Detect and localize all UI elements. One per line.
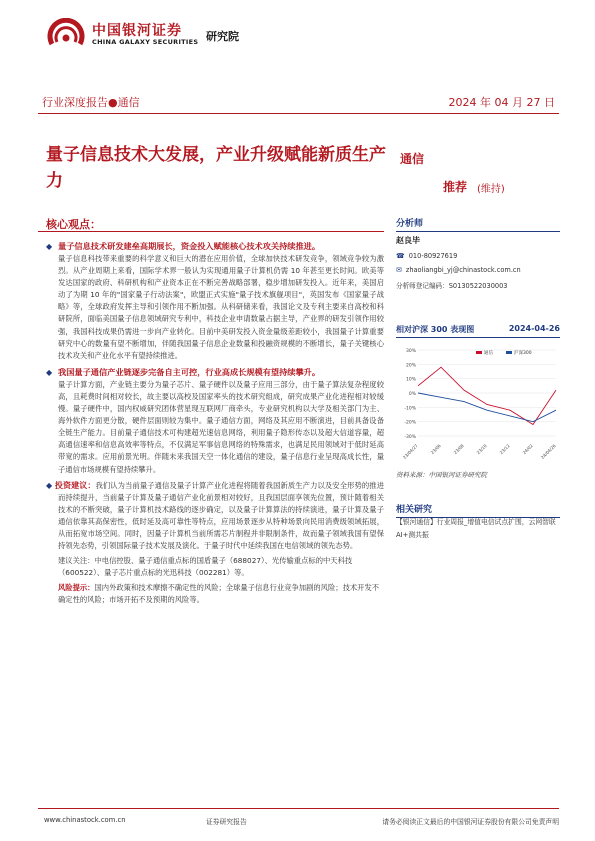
bullet-icon: ◆ bbox=[46, 480, 55, 490]
series-line-0 bbox=[418, 367, 556, 424]
brand-dept: 研究院 bbox=[206, 30, 239, 43]
rating-sub: (维持) bbox=[477, 184, 505, 195]
chart-date: 2024-04-26 bbox=[508, 324, 560, 333]
x-tick-label: 23/06 bbox=[429, 443, 442, 456]
report-date: 2024 年 04 月 27 日 bbox=[448, 96, 555, 109]
galaxy-logo-icon bbox=[46, 18, 86, 52]
footer-disclaimer: 请务必阅读正文最后的中国银河证券股份有限公司免责声明 bbox=[382, 818, 559, 826]
page-footer bbox=[38, 808, 559, 826]
y-tick-label: 30% bbox=[405, 349, 416, 354]
sector-label: 通信 bbox=[400, 152, 425, 166]
performance-chart bbox=[396, 344, 560, 464]
y-tick-label: 0% bbox=[408, 392, 416, 397]
risk-body: 国内外政策和技术摩擦不确定性的风险；全球量子信息行业竞争加剧的风险；技术开发不确定性的风险；市场开拓不及预期的风险等。 bbox=[58, 583, 380, 605]
point-heading-1: ◆ 量子信息技术研发建垒高期展长，资金投入赋能核心技术攻关持续推进。 bbox=[46, 241, 321, 251]
y-tick-label: -10% bbox=[404, 406, 416, 412]
x-tick-label: 24/04/26 bbox=[539, 443, 557, 461]
point-body-2: 量子计算方面，产业链主要分为量子芯片、量子硬件以及量子应用三部分，由于量子算法复杂程度较高，且耗费时间相对较长，故主要以高校及国家率头的技术研究组成，研究成果产业化进程相对较缓慢。量子硬件中，国内权威研究团体营星现互联网厂商牵头，专业研究机构以大学及相关部门为主、海外软件方面更分散，硬件层面则较为集中。量子通信方面，网络及其应用不断演进，目前具备设备全链生产能力。目前量子通信技术可构建超光速信息网络，利用量子隐形传态以及超大信道容量，超高通信速率和信息高效率等特点，不仅满足军事信息网络的特殊需求，也满足民用领域对于低时延高带宽的需求。应用前景光明。伴随未来我国天空一体化通信的建设，量子信息行业呈现高成长性，量子通信市场规模有望持续攀升。 bbox=[58, 379, 384, 474]
invest-advice bbox=[46, 480, 384, 553]
report-header bbox=[38, 88, 559, 114]
analyst-email[interactable]: ✉ zhaoliangbi_yj@chinastock.com.cn bbox=[396, 266, 521, 274]
x-tick-label: 23/10 bbox=[475, 443, 488, 456]
phone-icon: ☎ bbox=[396, 252, 405, 260]
core-heading: 核心观点： bbox=[46, 218, 101, 231]
legend-label: 通信 bbox=[484, 351, 493, 356]
chart-source: 资料来源：中国银河证券研究院 bbox=[396, 471, 487, 479]
legend-swatch bbox=[476, 351, 482, 354]
bullet-icon: ◆ bbox=[46, 367, 53, 377]
analyst-phone: ☎ 010-80927619 bbox=[396, 252, 458, 260]
y-tick-label: 20% bbox=[405, 363, 416, 369]
analyst-heading: 分析师 bbox=[396, 216, 560, 232]
brand-name-en: CHINA GALAXY SECURITIES bbox=[92, 38, 199, 46]
chart-heading: 相对沪深 300 表现图 2024-04-26 bbox=[396, 324, 560, 338]
brand-name-cn: 中国银河证券 bbox=[92, 23, 182, 39]
related-item[interactable]: 【银河通信】行业周报_增值电信试点扩围，云网智联 AI+测共振 bbox=[396, 518, 556, 539]
rating-label: 推荐 bbox=[443, 180, 468, 194]
risk-text bbox=[46, 582, 384, 606]
related-heading: 相关研究 bbox=[396, 502, 560, 518]
x-tick-label: 23/04/27 bbox=[401, 443, 419, 461]
mail-icon: ✉ bbox=[396, 266, 402, 274]
suggest-text: 建议关注：中电信控股、量子通信重点标的国盾量子（688027）、光传输重点标的中天科技（600522）、量子芯片重点标的光迅科技（002281）等。 bbox=[58, 556, 353, 578]
brand-logo bbox=[46, 18, 256, 52]
report-title: 量子信息技术大发展，产业升级赋能新质生产力 bbox=[46, 145, 386, 191]
analyst-panel bbox=[396, 216, 560, 290]
invest-body: 我们认为当前量子通信及量子计算产业化进程将随着我国新质生产力以及安全形势的推进而持续提升，当前量子计算及量子通信产业化前景相对较好，且我国层面享领先位置，预计随着相关技术的不断突破，量子计算机技术路线的逐步确定，以及量子计算算法的持续演进，量子计算及量子通信依靠其高保密性，低时延及高可靠性等特点，应用场景逐步从特种场景向民用消费级领域拓展，从而拓宽市场空间。同时，因量子计算机当前所需芯片制程并非限制条件，故而量子领域我国有望保持领先态势，引领国际量子技术发展及演化。于量子时代中延续我国在电信领域的领先态势。 bbox=[58, 480, 384, 551]
y-tick-label: 10% bbox=[405, 377, 416, 383]
report-type: 行业深度报告●通信 bbox=[42, 96, 140, 109]
footer-url[interactable]: www.chinastock.com.cn bbox=[44, 816, 126, 824]
legend-swatch bbox=[506, 351, 512, 354]
y-tick-label: -30% bbox=[404, 435, 416, 440]
x-tick-label: 24/02 bbox=[521, 443, 534, 456]
legend-label: 沪深300 bbox=[514, 351, 532, 356]
point-body-1: 量子信息科技带来重要的科学意义和巨大的潜在应用价值，全球加快技术研发竞争，领域竞争较为激烈。从产业周期上来看，国际学术界一般认为实现通用量子计算机仍需 10 年甚至更长时间。欧美等发达国家的政府、科研机构和产业资本正在不断完善战略部署，稳步增加研发投入。近年来，美国启动了为期 10 年的"国家量子行动法案"，欧盟正式实施"量子技术旗舰项目"，英国发布《国家量子战略》等，全球政府发挥主导和引领作用不断加强。从科研储来看，我国论文及专利主要来自高校和科研院所，面临美国量子信息领域研究专利中，科技企业申请数量占据主导，产业界的研发引领作用较强，我国科技成果仍需进一步向产业转化。目前中美研发投入资金量级差距较小，我国量子计算重要研究中心的数量有望不断增加，伴随我国量子信息企业数量和投融资规模的不断增长，量子关键核心技术攻关和产业化水平有望持续推进。 bbox=[58, 254, 384, 360]
core-divider bbox=[38, 231, 384, 232]
risk-label: 风险提示： bbox=[58, 583, 95, 593]
invest-label: 投资建议： bbox=[54, 480, 96, 490]
core-body bbox=[46, 236, 384, 607]
analyst-cert: 分析师登记编码：S0130522030003 bbox=[396, 282, 508, 290]
x-tick-label: 23/12 bbox=[498, 443, 511, 456]
point-heading-2: ◆ 我国量子通信产业链逐步完备自主可控，行业高成长规模有望持续攀升。 bbox=[46, 366, 321, 377]
bullet-icon: ◆ bbox=[46, 242, 53, 251]
footer-center: 证券研究报告 bbox=[206, 818, 247, 826]
x-tick-label: 23/08 bbox=[452, 443, 465, 456]
y-tick-label: -20% bbox=[404, 420, 416, 426]
analyst-name: 赵良毕 bbox=[396, 236, 420, 245]
